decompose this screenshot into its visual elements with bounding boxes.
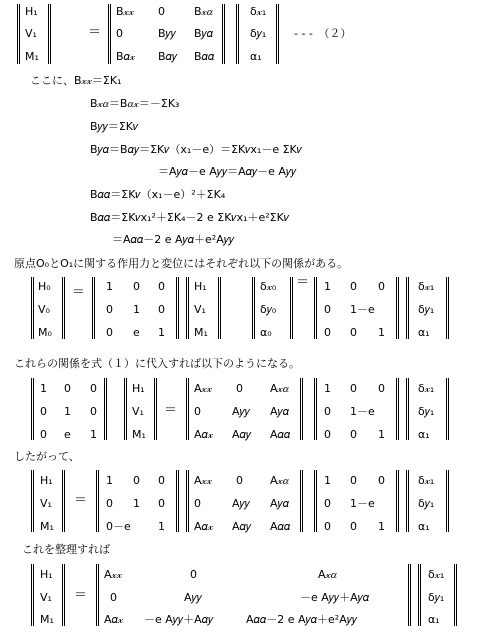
- def-line: B𝛼𝛼＝ΣK𝑣x₁²＋ΣK₄－2 e ΣK𝑣x₁＋e²ΣK𝑣: [90, 211, 289, 224]
- vec-element: V₀: [38, 303, 50, 316]
- matrix-cell: 1: [90, 428, 97, 441]
- matrix-cell: 1: [378, 428, 385, 441]
- matrix-cell: 1: [324, 280, 331, 293]
- vec-element: M₁: [25, 50, 39, 63]
- matrix-cell: 1: [324, 474, 331, 487]
- matrix-cell: 0: [190, 568, 197, 581]
- matrix-cell: A𝑦𝛼: [270, 497, 290, 510]
- matrix-cell: 0: [324, 326, 331, 339]
- vec-element: δ𝓍₁: [418, 280, 435, 293]
- matrix-cell: A𝓍𝓍: [194, 474, 212, 487]
- def-line: ＝A𝛼𝛼－2 e A𝑦𝛼＋e²A𝑦𝑦: [112, 233, 234, 246]
- matrix-cell: 0: [350, 382, 357, 395]
- vec-element: M₀: [38, 326, 52, 339]
- paragraph: 原点O₀とO₁に関する作用力と変位にはそれぞれ以下の関係がある。: [14, 257, 349, 270]
- matrix-cell: 0: [194, 405, 201, 418]
- matrix-cell: 0: [350, 520, 357, 533]
- vec-element: δ𝓍₁: [418, 474, 435, 487]
- matrix-cell: 0: [158, 5, 165, 18]
- matrix-cell: B𝑦𝛼: [194, 27, 214, 40]
- matrix-cell: 0: [106, 497, 113, 510]
- matrix-cell: 1: [378, 520, 385, 533]
- matrix-cell: 0: [350, 326, 357, 339]
- matrix-cell: 0－e: [106, 520, 131, 533]
- matrix-cell: 0: [158, 303, 165, 316]
- matrix-cell: 0: [350, 428, 357, 441]
- matrix-cell: 1: [133, 497, 140, 510]
- matrix-cell: 0: [324, 405, 331, 418]
- vec-element: α₁: [418, 326, 430, 339]
- matrix-cell: B𝛼𝛼: [194, 50, 215, 63]
- matrix-cell: 0: [133, 280, 140, 293]
- matrix-cell: 0: [40, 405, 47, 418]
- vec-element: α₀: [260, 326, 272, 339]
- matrix-cell: 1－e: [350, 303, 375, 316]
- equals-sign: ＝: [72, 285, 86, 300]
- matrix-cell: 0: [236, 474, 243, 487]
- matrix-cell: A𝛼𝓍: [104, 613, 124, 626]
- matrix-cell: 0: [350, 474, 357, 487]
- matrix-cell: 0: [110, 591, 117, 604]
- equation-number: - - - （２）: [294, 27, 352, 40]
- matrix-cell: A𝛼𝓍: [194, 520, 214, 533]
- matrix-cell: －e A𝑦𝑦＋A𝑦𝛼: [300, 591, 370, 604]
- vec-element: α₁: [418, 520, 430, 533]
- matrix-cell: A𝓍𝓍: [194, 382, 212, 395]
- matrix-cell: B𝓍𝛼: [194, 5, 213, 18]
- vec-element: δ𝓍₁: [250, 5, 267, 18]
- equals-sign: ＝: [74, 493, 88, 508]
- matrix-cell: 1: [106, 474, 113, 487]
- matrix-cell: 0: [90, 405, 97, 418]
- def-line: ＝A𝑦𝛼－e A𝑦𝑦＝A𝛼𝑦－e A𝑦𝑦: [158, 165, 297, 178]
- matrix-cell: A𝛼𝑦: [232, 520, 252, 533]
- matrix-cell: 0: [324, 303, 331, 316]
- vec-element: M₁: [194, 326, 208, 339]
- vec-element: H₁: [132, 382, 145, 395]
- def-line: B𝓍𝛼＝B𝛼𝓍＝－ΣK₃: [90, 97, 180, 110]
- matrix-cell: e: [64, 428, 71, 441]
- vec-element: V₁: [194, 303, 206, 316]
- matrix-cell: B𝛼𝑦: [158, 50, 178, 63]
- vec-element: α₁: [250, 50, 262, 63]
- vec-element: V₁: [40, 497, 52, 510]
- matrix-cell: A𝛼𝑦: [232, 428, 252, 441]
- matrix-cell: 0: [194, 497, 201, 510]
- matrix-cell: 0: [324, 497, 331, 510]
- equals-sign: ＝: [164, 403, 178, 418]
- matrix-cell: A𝑦𝑦: [232, 497, 250, 510]
- matrix-cell: 1: [64, 405, 71, 418]
- equals-sign: ＝: [296, 275, 310, 290]
- matrix-cell: 0: [236, 382, 243, 395]
- matrix-cell: 0: [378, 474, 385, 487]
- equals-sign: ＝: [74, 588, 88, 603]
- matrix-cell: 0: [378, 280, 385, 293]
- matrix-cell: 1: [106, 280, 113, 293]
- matrix-cell: A𝛼𝛼: [270, 520, 291, 533]
- vec-element: H₀: [38, 280, 51, 293]
- matrix-cell: A𝑦𝛼: [270, 405, 290, 418]
- matrix-cell: 1: [378, 326, 385, 339]
- matrix-cell: A𝓍𝓍: [104, 568, 122, 581]
- vec-element: M₁: [40, 613, 54, 626]
- def-line: B𝑦𝑦＝ΣK𝑣: [90, 120, 139, 133]
- paragraph: これを整理すれば: [22, 543, 110, 556]
- matrix-cell: 0: [106, 326, 113, 339]
- vec-element: δ𝓍₁: [428, 568, 445, 581]
- matrix-cell: 0: [158, 280, 165, 293]
- matrix-cell: 1: [158, 326, 165, 339]
- vec-element: δ𝑦₁: [418, 303, 435, 316]
- matrix-cell: 0: [324, 520, 331, 533]
- matrix-cell: 0: [158, 474, 165, 487]
- matrix-cell: A𝛼𝓍: [194, 428, 214, 441]
- matrix-cell: A𝓍𝛼: [270, 382, 289, 395]
- vec-element: H₁: [40, 474, 53, 487]
- vec-element: M₁: [132, 428, 146, 441]
- matrix-cell: 1－e: [350, 405, 375, 418]
- vec-element: δ𝓍₀: [260, 280, 277, 293]
- paragraph: これらの関係を式（１）に代入すれば以下のようになる。: [14, 357, 300, 370]
- vec-element: V₁: [40, 591, 52, 604]
- matrix-cell: B𝑦𝑦: [158, 27, 176, 40]
- paragraph: したがって、: [14, 450, 80, 463]
- def-line: B𝑦𝛼＝B𝛼𝑦＝ΣK𝑣（x₁－e）＝ΣK𝑣x₁－e ΣK𝑣: [90, 143, 302, 156]
- equals-sign: ＝: [88, 25, 102, 40]
- matrix-cell: 1: [40, 382, 47, 395]
- vec-element: α₁: [418, 428, 430, 441]
- vec-element: α₁: [428, 613, 440, 626]
- matrix-cell: 0: [133, 474, 140, 487]
- matrix-cell: 0: [64, 382, 71, 395]
- matrix-cell: 0: [106, 303, 113, 316]
- vec-element: δ𝑦₁: [418, 497, 435, 510]
- matrix-cell: 0: [378, 382, 385, 395]
- matrix-cell: e: [133, 326, 140, 339]
- matrix-cell: －e A𝑦𝑦＋A𝛼𝑦: [144, 613, 214, 626]
- matrix-cell: A𝓍𝛼: [270, 474, 289, 487]
- matrix-cell: A𝑦𝑦: [232, 405, 250, 418]
- vec-element: H₁: [40, 568, 53, 581]
- matrix-cell: 1: [158, 520, 165, 533]
- matrix-cell: A𝛼𝛼: [270, 428, 291, 441]
- vec-element: δ𝑦₀: [260, 303, 277, 316]
- vec-element: V₁: [25, 27, 37, 40]
- def-line: ここに、B𝓍𝓍＝ΣK₁: [30, 74, 122, 87]
- vec-element: δ𝓍₁: [418, 382, 435, 395]
- matrix-cell: A𝑦𝑦: [184, 591, 202, 604]
- matrix-cell: 1－e: [350, 497, 375, 510]
- matrix-cell: A𝛼𝛼－2 e A𝑦𝛼＋e²A𝑦𝑦: [246, 613, 357, 626]
- matrix-cell: 0: [350, 280, 357, 293]
- matrix-cell: 0: [40, 428, 47, 441]
- matrix-cell: 0: [158, 497, 165, 510]
- matrix-cell: 0: [324, 428, 331, 441]
- vec-element: δ𝑦₁: [418, 405, 435, 418]
- matrix-cell: 0: [90, 382, 97, 395]
- matrix-cell: B𝛼𝓍: [116, 50, 136, 63]
- def-line: B𝛼𝛼＝ΣK𝑣（x₁－e）²＋ΣK₄: [90, 188, 226, 201]
- vec-element: δ𝑦₁: [428, 591, 445, 604]
- matrix-cell: 0: [116, 27, 123, 40]
- vec-element: H₁: [25, 5, 38, 18]
- vec-element: H₁: [194, 280, 207, 293]
- matrix-cell: 1: [324, 382, 331, 395]
- matrix-cell: 1: [133, 303, 140, 316]
- vec-element: δ𝑦₁: [250, 27, 267, 40]
- vec-element: M₁: [40, 520, 54, 533]
- vec-element: V₁: [132, 405, 144, 418]
- matrix-cell: B𝓍𝓍: [116, 5, 134, 18]
- matrix-cell: A𝓍𝛼: [318, 568, 337, 581]
